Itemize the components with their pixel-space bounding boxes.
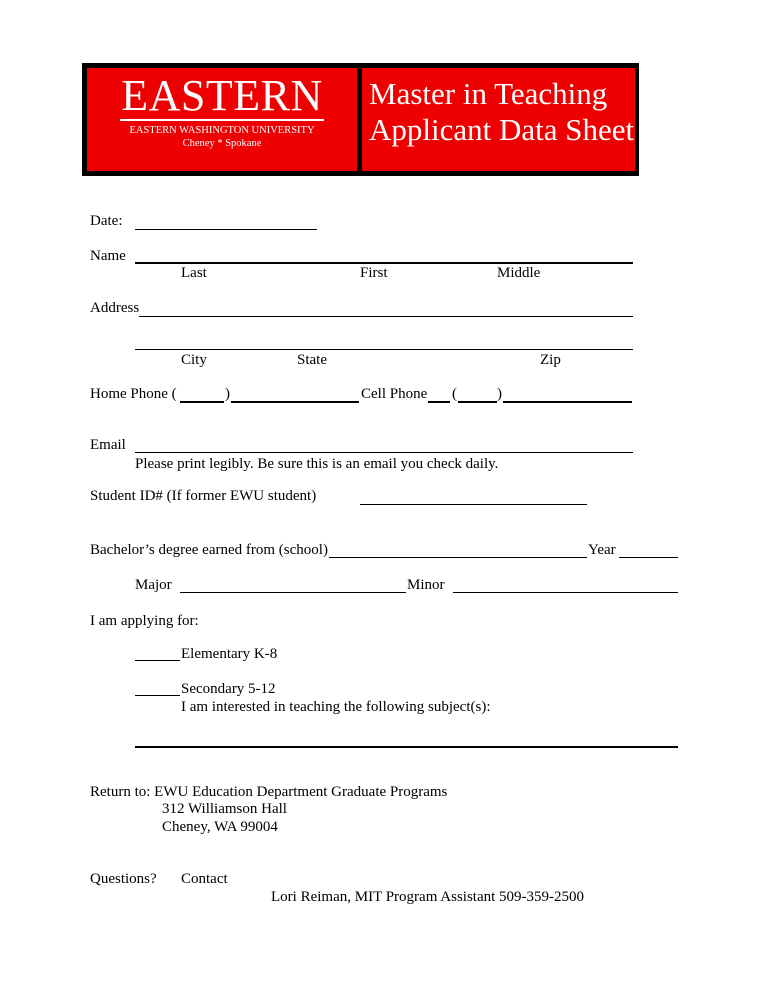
questions-label: Questions? xyxy=(90,871,157,887)
return-address-line2: Cheney, WA 99004 xyxy=(162,819,278,835)
email-note: Please print legibly. Be sure this is an email you check daily. xyxy=(135,456,499,472)
home-phone-paren: ) xyxy=(225,386,230,402)
city-caption: City xyxy=(181,352,207,368)
student-id-label: Student ID# (If former EWU student) xyxy=(90,488,317,504)
state-caption: State xyxy=(297,352,327,368)
address-field-line2[interactable] xyxy=(135,349,633,350)
cell-phone-number-field[interactable] xyxy=(503,401,632,403)
date-field[interactable] xyxy=(135,229,317,230)
contact-label: Contact xyxy=(181,871,228,887)
cell-phone-gap xyxy=(428,401,450,403)
applying-label: I am applying for: xyxy=(90,613,199,629)
return-to-label: Return to: EWU Education Department Graduate Programs xyxy=(90,784,448,800)
bachelor-school-field[interactable] xyxy=(329,557,587,558)
subjects-label: I am interested in teaching the following subject(s): xyxy=(181,699,491,715)
cell-phone-label: Cell Phone xyxy=(361,386,428,402)
name-field[interactable] xyxy=(135,262,633,264)
name-label: Name xyxy=(90,248,126,264)
student-id-field[interactable] xyxy=(360,504,587,505)
address-field-line1[interactable] xyxy=(139,316,633,317)
year-field[interactable] xyxy=(619,557,678,558)
secondary-option: Secondary 5-12 xyxy=(181,681,276,697)
campus-names: Cheney * Spokane xyxy=(182,138,262,149)
name-middle-caption: Middle xyxy=(497,265,541,281)
cell-phone-area-field[interactable] xyxy=(458,401,497,403)
university-name: EASTERN WASHINGTON UNIVERSITY xyxy=(129,125,315,136)
email-label: Email xyxy=(90,437,126,453)
name-last-caption: Last xyxy=(181,265,207,281)
title-block xyxy=(362,68,635,171)
major-label: Major xyxy=(135,577,172,593)
header-banner xyxy=(82,63,639,176)
home-phone-label: Home Phone ( xyxy=(90,386,177,402)
logo-rule xyxy=(120,119,324,121)
name-first-caption: First xyxy=(360,265,388,281)
logo-wordmark: EASTERN xyxy=(121,71,323,120)
elementary-option: Elementary K-8 xyxy=(181,646,278,662)
major-field[interactable] xyxy=(180,592,406,593)
home-phone-number-field[interactable] xyxy=(231,401,359,403)
page-title-line1: Master in Teaching xyxy=(369,76,608,111)
minor-label: Minor xyxy=(407,577,445,593)
date-label: Date: xyxy=(90,213,123,229)
home-phone-area-field[interactable] xyxy=(180,401,224,403)
cell-phone-open-paren: ( xyxy=(452,386,457,402)
secondary-check-field[interactable] xyxy=(135,695,180,696)
zip-caption: Zip xyxy=(540,352,561,368)
contact-person: Lori Reiman, MIT Program Assistant 509-359-2500 xyxy=(271,889,585,905)
bachelor-label: Bachelor’s degree earned from (school) xyxy=(90,542,328,558)
email-field[interactable] xyxy=(135,452,633,453)
eastern-logo-block xyxy=(87,68,357,171)
subjects-field[interactable] xyxy=(135,746,678,748)
return-address-line1: 312 Williamson Hall xyxy=(162,801,287,817)
year-label: Year xyxy=(588,542,616,558)
cell-phone-close-paren: ) xyxy=(497,386,502,402)
elementary-check-field[interactable] xyxy=(135,660,180,661)
minor-field[interactable] xyxy=(453,592,678,593)
address-label: Address xyxy=(90,300,140,316)
page-title-line2: Applicant Data Sheet xyxy=(369,112,635,147)
